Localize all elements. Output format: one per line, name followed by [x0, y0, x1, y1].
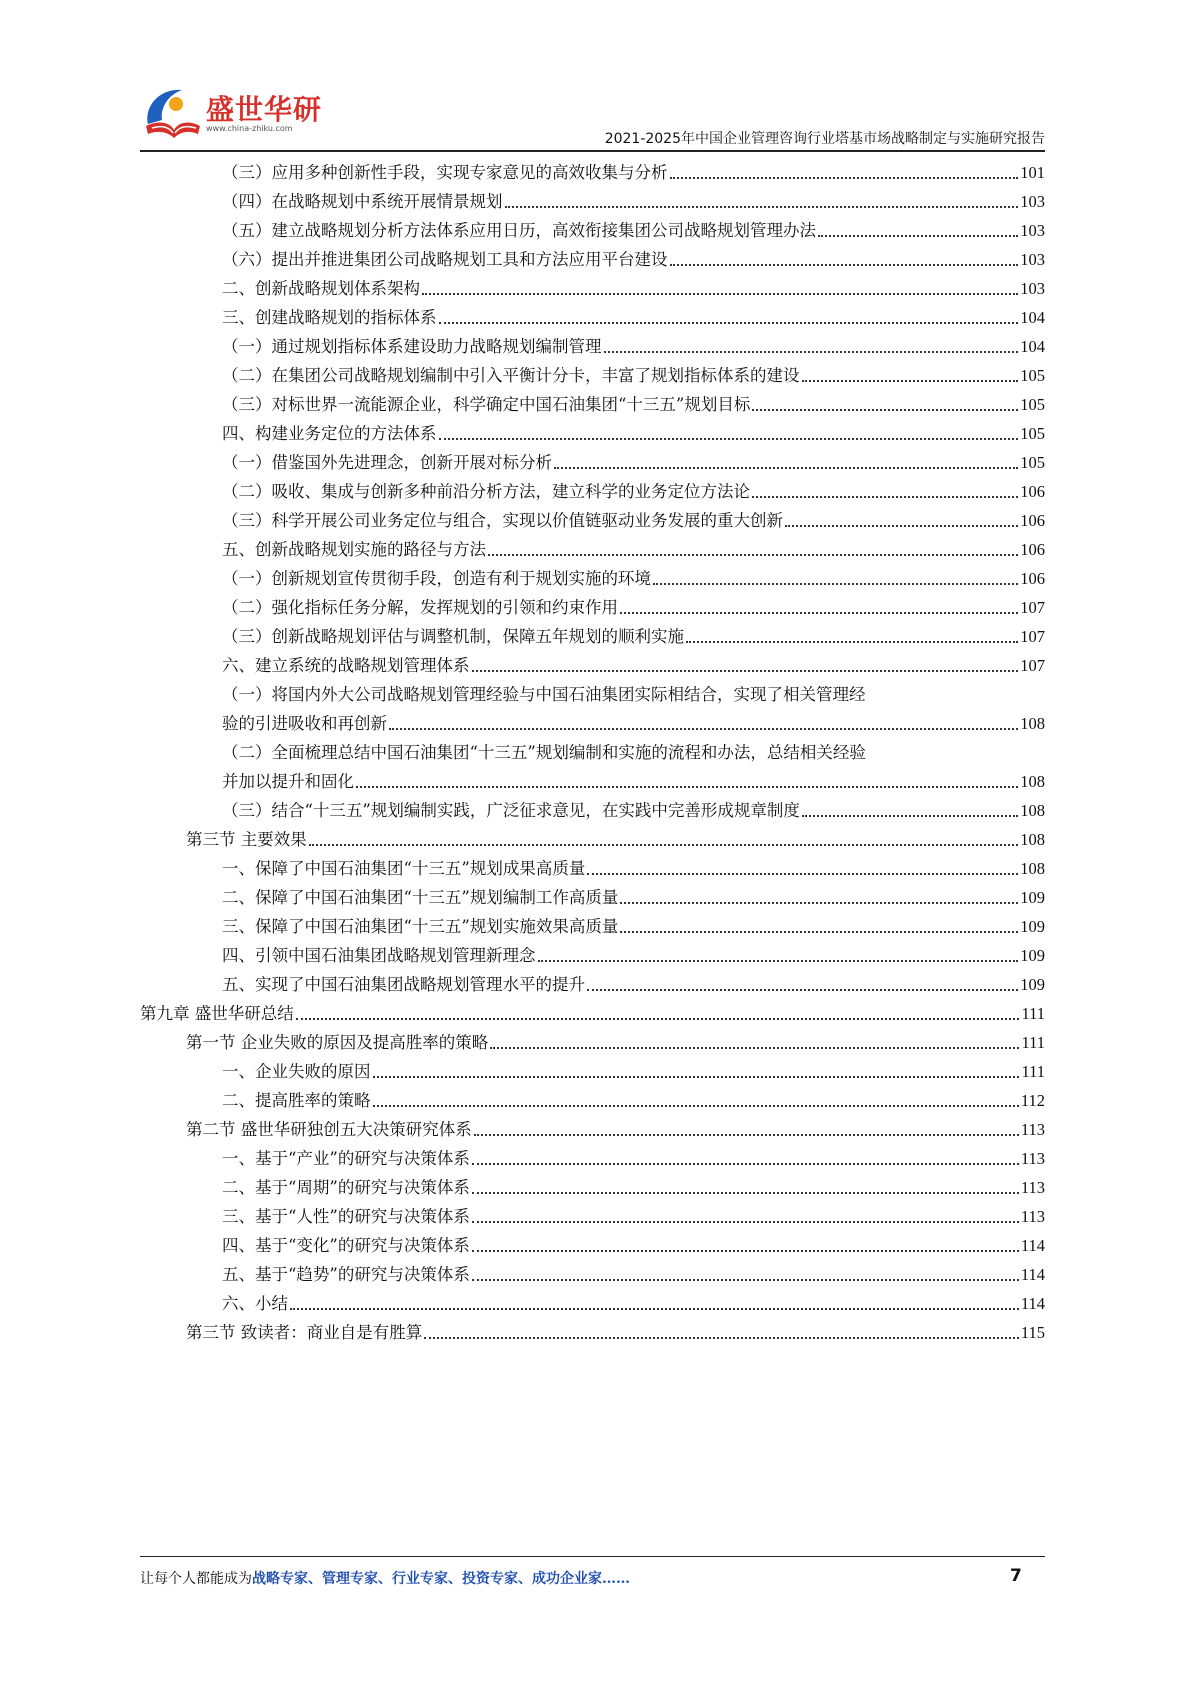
toc-entry-page: 106 [1020, 569, 1045, 588]
toc-entry-title: 三、基于“人性”的研究与决策体系 [222, 1207, 470, 1226]
footer-divider [140, 1556, 1045, 1557]
toc-leader-dots [505, 206, 1019, 208]
toc-entry-page: 114 [1020, 1294, 1045, 1313]
footer-slogan-lead: 让每个人都能成为 [140, 1571, 252, 1587]
toc-entry[interactable] [222, 1057, 1045, 1087]
toc-entry[interactable] [222, 274, 1045, 304]
toc-entry[interactable] [222, 535, 1045, 565]
toc-entry-page: 104 [1020, 337, 1045, 356]
toc-entry-title: 二、保障了中国石油集团“十三五”规划编制工作高质量 [222, 888, 619, 907]
toc-entry-page: 109 [1020, 975, 1045, 994]
toc-entry-title: （二）强化指标任务分解，发挥规划的引领和约束作用 [222, 598, 618, 617]
toc-leader-dots [439, 322, 1019, 324]
toc-entry[interactable] [222, 506, 1045, 536]
toc-leader-dots [554, 467, 1018, 469]
toc-entry[interactable] [222, 332, 1045, 362]
toc-entry-page: 108 [1020, 801, 1045, 820]
toc-leader-dots [752, 496, 1018, 498]
toc-entry[interactable] [222, 970, 1045, 1000]
toc-leader-dots [290, 1308, 1019, 1310]
toc-entry-title: （三）应用多种创新性手段，实现专家意见的高效收集与分析 [222, 163, 668, 182]
toc-entry[interactable] [222, 361, 1045, 391]
toc-entry-title: 一、企业失败的原因 [222, 1062, 371, 1081]
toc-entry-continuation: 验的引进吸收和再创新 [222, 714, 387, 733]
toc-entry-title: （二）在集团公司战略规划编制中引入平衡计分卡，丰富了规划指标体系的建设 [222, 366, 800, 385]
toc-entry-title: （三）对标世界一流能源企业，科学确定中国石油集团“十三五”规划目标 [222, 395, 751, 414]
toc-entry-page: 101 [1020, 163, 1045, 182]
toc-entry-title: （一）通过规划指标体系建设助力战略规划编制管理 [222, 337, 602, 356]
toc-entry-title: （一）创新规划宣传贯彻手段，创造有利于规划实施的环境 [222, 569, 651, 588]
toc-entry[interactable] [222, 941, 1045, 971]
toc-entry-page: 115 [1020, 1323, 1045, 1342]
toc-entry-title: 第一节 企业失败的原因及提高胜率的策略 [186, 1033, 489, 1052]
toc-entry-page: 109 [1020, 888, 1045, 907]
toc-entry-page: 105 [1020, 453, 1045, 472]
toc-entry-page: 113 [1020, 1207, 1045, 1226]
toc-entry-title: 一、基于“产业”的研究与决策体系 [222, 1149, 470, 1168]
toc-entry[interactable] [222, 1231, 1045, 1261]
page-number: 7 [1010, 1566, 1022, 1586]
toc-entry-title: 五、基于“趋势”的研究与决策体系 [222, 1265, 470, 1284]
company-logo [140, 84, 323, 144]
toc-leader-dots [422, 293, 1018, 295]
toc-entry[interactable] [186, 1318, 1045, 1348]
toc-entry-title: 第三节 致读者：商业自是有胜算 [186, 1323, 423, 1342]
toc-entry-title: 二、创新战略规划体系架构 [222, 279, 420, 298]
toc-entry[interactable] [222, 796, 1045, 826]
toc-leader-dots [472, 1163, 1019, 1165]
toc-entry-title: （二）吸收、集成与创新多种前沿分析方法，建立科学的业务定位方法论 [222, 482, 750, 501]
toc-entry[interactable] [140, 999, 1045, 1029]
toc-entry-page: 112 [1020, 1091, 1045, 1110]
toc-entry-page: 108 [1020, 830, 1045, 849]
toc-entry-title: 二、提高胜率的策略 [222, 1091, 371, 1110]
toc-entry[interactable] [186, 825, 1045, 855]
toc-entry-page: 109 [1020, 917, 1045, 936]
toc-leader-dots [670, 177, 1019, 179]
toc-entry[interactable] [222, 564, 1045, 594]
toc-leader-dots [389, 728, 1018, 730]
toc-leader-dots [472, 1279, 1019, 1281]
toc-entry[interactable] [222, 477, 1045, 507]
toc-entry[interactable] [186, 1115, 1045, 1145]
toc-entry-title: 一、保障了中国石油集团“十三五”规划成果高质量 [222, 859, 586, 878]
toc-entry[interactable] [222, 593, 1045, 623]
toc-entry-page: 107 [1020, 627, 1045, 646]
toc-entry[interactable] [222, 303, 1045, 333]
toc-entry-page: 113 [1020, 1178, 1045, 1197]
toc-leader-dots [488, 554, 1018, 556]
toc-entry-title: 五、实现了中国石油集团战略规划管理水平的提升 [222, 975, 585, 994]
toc-leader-dots [620, 612, 1018, 614]
toc-leader-dots [356, 786, 1018, 788]
toc-entry-title: （三）创新战略规划评估与调整机制，保障五年规划的顺利实施 [222, 627, 684, 646]
toc-leader-dots [472, 1221, 1019, 1223]
toc-entry-page: 114 [1020, 1236, 1045, 1255]
toc-leader-dots [472, 670, 1019, 672]
toc-entry[interactable] [222, 245, 1045, 275]
toc-leader-dots [752, 409, 1018, 411]
toc-entry-title: （一）借鉴国外先进理念，创新开展对标分析 [222, 453, 552, 472]
toc-entry-title: 三、创建战略规划的指标体系 [222, 308, 437, 327]
toc-entry-first-line[interactable]: （一）将国内外大公司战略规划管理经验与中国石油集团实际相结合，实现了相关管理经 [222, 685, 866, 704]
toc-leader-dots [587, 873, 1018, 875]
toc-entry-page: 103 [1020, 221, 1045, 240]
toc-entry[interactable] [222, 1202, 1045, 1232]
toc-entry-title: （五）建立战略规划分析方法体系应用日历，高效衔接集团公司战略规划管理办法 [222, 221, 816, 240]
toc-leader-dots [309, 844, 1019, 846]
toc-leader-dots [670, 264, 1019, 266]
footer-slogan-roles: 战略专家、管理专家、行业专家、投资专家、成功企业家…… [252, 1571, 630, 1587]
toc-entry-page: 105 [1020, 395, 1045, 414]
page-header [0, 0, 1191, 150]
toc-entry-page: 111 [1021, 1033, 1045, 1052]
toc-entry-title: 四、引领中国石油集团战略规划管理新理念 [222, 946, 536, 965]
toc-entry-page: 109 [1020, 946, 1045, 965]
toc-entry[interactable] [222, 1289, 1045, 1319]
toc-entry-title: （三）结合“十三五”规划编制实践，广泛征求意见，在实践中完善形成规章制度 [222, 801, 800, 820]
toc-entry-title: （三）科学开展公司业务定位与组合，实现以价值链驱动业务发展的重大创新 [222, 511, 783, 530]
toc-entry[interactable] [222, 854, 1045, 884]
report-title: 2021-2025年中国企业管理咨询行业塔基市场战略制定与实施研究报告 [604, 131, 1045, 147]
brand-url: www.china-zhiku.com [206, 124, 293, 133]
toc-leader-dots [474, 1134, 1019, 1136]
toc-entry[interactable] [222, 912, 1045, 942]
toc-entry-page: 105 [1020, 424, 1045, 443]
toc-entry-page: 111 [1021, 1004, 1045, 1023]
toc-entry-page: 107 [1020, 598, 1045, 617]
toc-entry[interactable] [222, 1086, 1045, 1116]
toc-entry-page: 108 [1020, 772, 1045, 791]
toc-entry-first-line[interactable]: （二）全面梳理总结中国石油集团“十三五”规划编制和实施的流程和办法，总结相关经验 [222, 743, 866, 762]
toc-entry-page: 113 [1020, 1120, 1045, 1139]
toc-entry[interactable] [222, 1173, 1045, 1203]
toc-entry-page: 108 [1020, 859, 1045, 878]
toc-entry[interactable] [222, 709, 1045, 739]
toc-leader-dots [373, 1076, 1020, 1078]
toc-leader-dots [424, 1337, 1019, 1339]
toc-entry-title: （六）提出并推进集团公司战略规划工具和方法应用平台建设 [222, 250, 668, 269]
toc-entry-page: 111 [1021, 1062, 1045, 1081]
toc-entry[interactable] [222, 187, 1045, 217]
toc-entry-title: 第九章 盛世华研总结 [140, 1004, 294, 1023]
toc-entry[interactable] [222, 419, 1045, 449]
toc-leader-dots [538, 960, 1019, 962]
toc-leader-dots [653, 583, 1018, 585]
toc-entry-page: 104 [1020, 308, 1045, 327]
toc-entry-title: 四、基于“变化”的研究与决策体系 [222, 1236, 470, 1255]
toc-entry-page: 103 [1020, 250, 1045, 269]
toc-entry-title: 第二节 盛世华研独创五大决策研究体系 [186, 1120, 472, 1139]
brand-name: 盛世华研 [206, 93, 323, 126]
toc-leader-dots [802, 380, 1019, 382]
toc-entry-page: 103 [1020, 192, 1045, 211]
toc-entry-page: 103 [1020, 279, 1045, 298]
toc-entry-title: 六、小结 [222, 1294, 288, 1313]
toc-entry-page: 106 [1020, 482, 1045, 501]
toc-entry-page: 108 [1020, 714, 1045, 733]
toc-entry-page: 113 [1020, 1149, 1045, 1168]
toc-entry-title: 五、创新战略规划实施的路径与方法 [222, 540, 486, 559]
toc-entry-page: 105 [1020, 366, 1045, 385]
toc-entry-title: 第三节 主要效果 [186, 830, 307, 849]
toc-leader-dots [686, 641, 1018, 643]
toc-leader-dots [802, 815, 1018, 817]
toc-entry-title: 二、基于“周期”的研究与决策体系 [222, 1178, 470, 1197]
toc-entry-page: 107 [1020, 656, 1045, 675]
toc-leader-dots [604, 351, 1019, 353]
toc-leader-dots [818, 235, 1018, 237]
toc-entry[interactable] [222, 390, 1045, 420]
toc-entry[interactable] [222, 651, 1045, 681]
footer-slogan [140, 1568, 630, 1588]
book-swirl-logo-icon [140, 84, 204, 140]
toc-entry[interactable] [222, 158, 1045, 188]
toc-entry-page: 114 [1020, 1265, 1045, 1284]
toc-leader-dots [439, 438, 1019, 440]
toc-leader-dots [620, 931, 1018, 933]
toc-entry[interactable] [222, 1144, 1045, 1174]
toc-entry[interactable] [222, 883, 1045, 913]
toc-entry[interactable] [222, 767, 1045, 797]
toc-entry-title: 三、保障了中国石油集团“十三五”规划实施效果高质量 [222, 917, 619, 936]
toc-entry[interactable] [222, 1260, 1045, 1290]
toc-entry[interactable] [222, 216, 1045, 246]
toc-entry[interactable] [186, 1028, 1045, 1058]
toc-entry-title: （四）在战略规划中系统开展情景规划 [222, 192, 503, 211]
toc-entry-continuation: 并加以提升和固化 [222, 772, 354, 791]
toc-leader-dots [296, 1018, 1020, 1020]
toc-entry-page: 106 [1020, 511, 1045, 530]
toc-leader-dots [620, 902, 1018, 904]
header-divider [140, 150, 1045, 152]
toc-leader-dots [472, 1250, 1019, 1252]
toc-leader-dots [587, 989, 1018, 991]
toc-leader-dots [472, 1192, 1019, 1194]
toc-leader-dots [490, 1047, 1019, 1049]
toc-entry-title: 六、建立系统的战略规划管理体系 [222, 656, 470, 675]
toc-leader-dots [785, 525, 1018, 527]
toc-entry[interactable] [222, 622, 1045, 652]
toc-entry-page: 106 [1020, 540, 1045, 559]
toc-entry-title: 四、构建业务定位的方法体系 [222, 424, 437, 443]
toc-leader-dots [373, 1105, 1019, 1107]
toc-entry[interactable] [222, 448, 1045, 478]
